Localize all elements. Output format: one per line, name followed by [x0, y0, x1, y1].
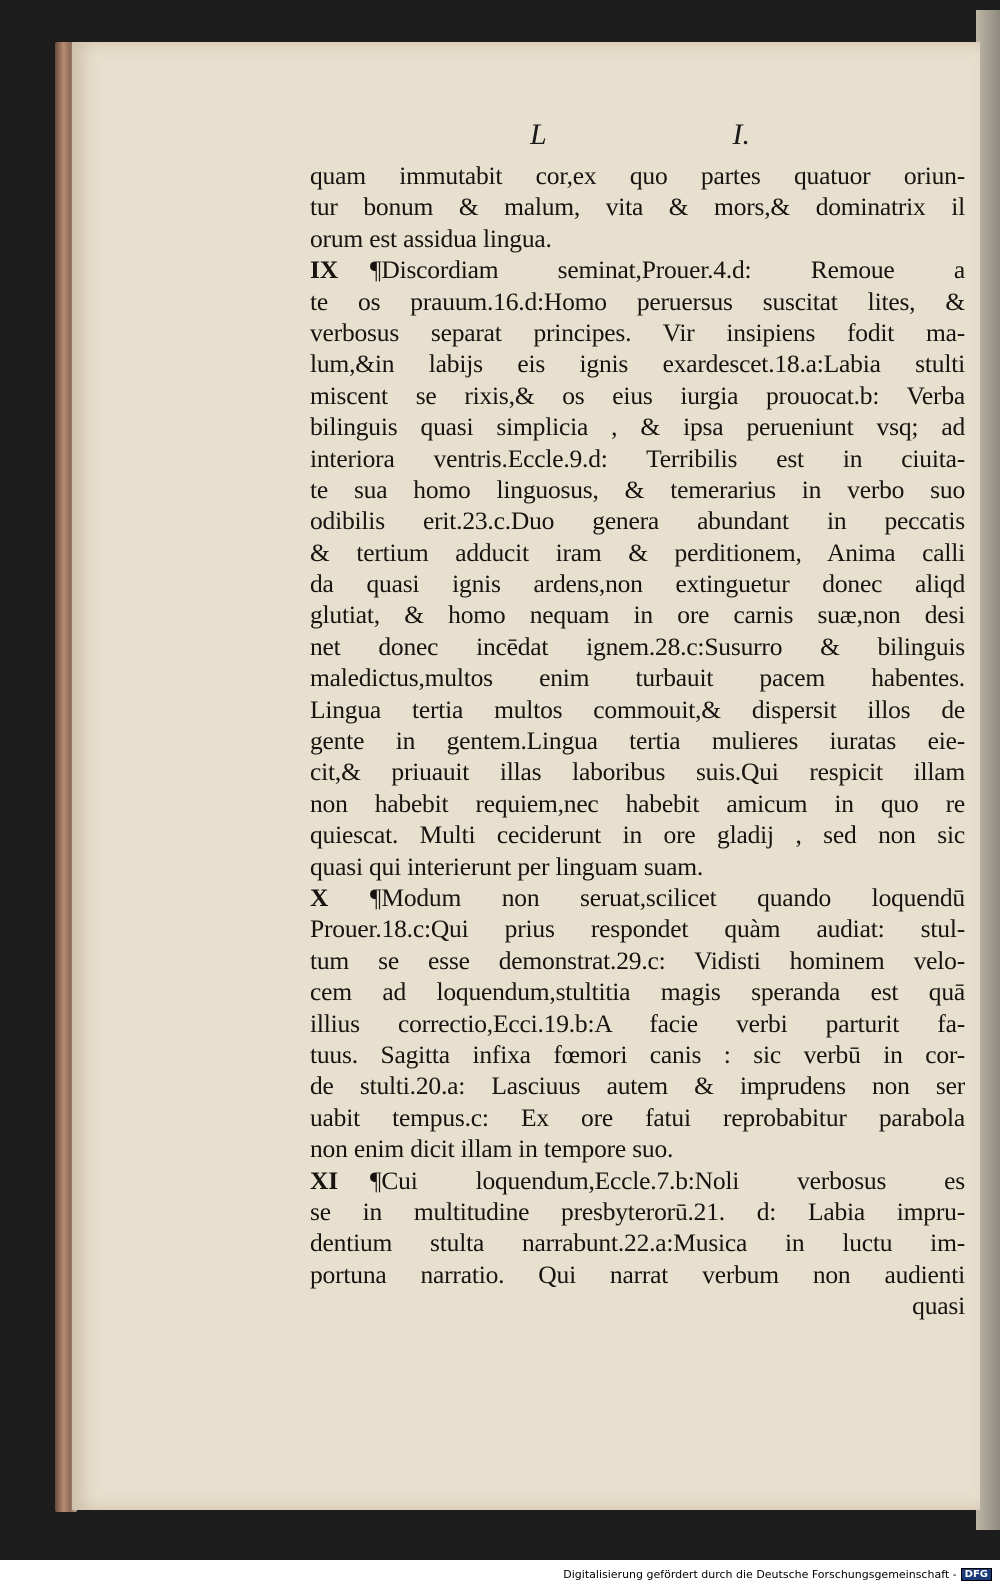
line-text: odibilis erit.23.c.Duo genera abundant in peccatis [310, 506, 965, 536]
text-line [310, 286, 965, 317]
text-line [310, 317, 965, 348]
line-text: quasi qui interierunt per linguam suam. [310, 851, 704, 881]
text-line [310, 1259, 965, 1290]
text-line [310, 631, 965, 662]
line-text: se in multitudine presbyterorū.21. d: Labia impru- [310, 1196, 965, 1226]
line-text: glutiat, & homo nequam in ore carnis suæ,non desi [310, 600, 965, 630]
text-line [310, 599, 965, 630]
line-text: quiescat. Multi ceciderunt in ore gladij , sed non sic [310, 820, 965, 850]
running-header [530, 118, 750, 152]
line-text: Prouer.18.c:Qui prius respondet quàm audiat: stul- [310, 914, 965, 944]
text-line [310, 254, 965, 285]
text-line [310, 1227, 965, 1258]
text-line [310, 348, 965, 379]
text-line [310, 819, 965, 850]
text-line [310, 505, 965, 536]
line-text: orum est assidua lingua. [310, 223, 552, 253]
footer-credit [0, 1560, 1000, 1588]
line-text: illius correctio,Ecci.19.b:A facie verbi parturit fa- [310, 1008, 965, 1038]
section-numeral: XI [310, 1165, 338, 1195]
text-line [310, 756, 965, 787]
line-text: tuus. Sagitta infixa fœmori canis : sic verbū in cor- [310, 1039, 965, 1069]
line-text: net donec incēdat ignem.28.c:Susurro & bilinguis [310, 631, 965, 661]
line-text: non habebit requiem,nec habebit amicum in quo re [310, 788, 965, 818]
line-text: ¶Modum non seruat,scilicet quando loquendū [370, 882, 965, 912]
text-line [310, 1070, 965, 1101]
text-line [310, 1165, 965, 1196]
line-text: tur bonum & malum, vita & mors,& dominatrix il [310, 192, 965, 222]
section-numeral: X [310, 882, 329, 912]
text-line [310, 694, 965, 725]
line-text: portuna narratio. Qui narrat verbum non audienti [310, 1259, 965, 1289]
header-left: L [530, 118, 547, 151]
text-line [310, 443, 965, 474]
text-line [310, 1196, 965, 1227]
text-line [310, 160, 965, 191]
line-text: da quasi ignis ardens,non extinguetur donec aliqd [310, 569, 965, 599]
text-line [310, 662, 965, 693]
text-line [310, 913, 965, 944]
text-line [310, 725, 965, 756]
line-text: ¶Discordiam seminat,Prouer.4.d: Remoue a [370, 255, 965, 285]
line-text: Lingua tertia multos commouit,& dispersit illos de [310, 694, 965, 724]
line-text: & tertium adducit iram & perditionem, Anima calli [310, 537, 965, 567]
footer-text: Digitalisierung gefördert durch die Deutsche Forschungsgemeinschaft - [563, 1567, 957, 1581]
text-line [310, 537, 965, 568]
text-line [310, 788, 965, 819]
line-text: bilinguis quasi simplicia , & ipsa perueniunt vsq; ad [310, 412, 965, 442]
text-line [310, 1133, 965, 1164]
text-line [310, 1102, 965, 1133]
line-text: quasi [912, 1291, 965, 1321]
text-line [310, 223, 965, 254]
text-line [310, 1039, 965, 1070]
line-text: miscent se rixis,& os eius iurgia prouocat.b: Verba [310, 380, 965, 410]
line-text: non enim dicit illam in tempore suo. [310, 1134, 674, 1164]
line-text: tum se esse demonstrat.29.c: Vidisti hominem velo- [310, 945, 965, 975]
line-text: maledictus,multos enim turbauit pacem habentes. [310, 663, 965, 693]
text-line [310, 882, 965, 913]
line-text: cem ad loquendum,stultitia magis speranda est quā [310, 977, 965, 1007]
line-text: ¶Cui loquendum,Eccle.7.b:Noli verbosus es [370, 1165, 965, 1195]
text-line [310, 568, 965, 599]
line-text: gente in gentem.Lingua tertia mulieres iuratas eie- [310, 726, 965, 756]
line-text: interiora ventris.Eccle.9.d: Terribilis est in ciuita- [310, 443, 965, 473]
text-line [310, 380, 965, 411]
body-text [310, 160, 965, 1321]
line-text: te sua homo linguosus, & temerarius in verbo suo [310, 474, 965, 504]
dfg-logo: DFG [961, 1568, 992, 1581]
text-line [310, 1290, 965, 1321]
text-line [310, 411, 965, 442]
header-right: I. [732, 118, 750, 151]
text-line [310, 945, 965, 976]
text-line [310, 976, 965, 1007]
line-text: lum,&in labijs eis ignis exardescet.18.a:Labia stulti [310, 349, 965, 379]
section-numeral: IX [310, 255, 338, 285]
line-text: cit,& priuauit illas laboribus suis.Qui respicit illam [310, 757, 965, 787]
line-text: te os prauum.16.d:Homo peruersus suscitat lites, & [310, 286, 965, 316]
line-text: de stulti.20.a: Lasciuus autem & imprudens non ser [310, 1071, 965, 1101]
line-text: dentium stulta narrabunt.22.a:Musica in luctu im- [310, 1228, 965, 1258]
line-text: verbosus separat principes. Vir insipiens fodit ma- [310, 317, 965, 347]
line-text: uabit tempus.c: Ex ore fatui reprobabitur parabola [310, 1102, 965, 1132]
text-line [310, 474, 965, 505]
text-line [310, 1008, 965, 1039]
text-line [310, 191, 965, 222]
line-text: quam immutabit cor,ex quo partes quatuor oriun- [310, 161, 965, 190]
text-line [310, 851, 965, 882]
